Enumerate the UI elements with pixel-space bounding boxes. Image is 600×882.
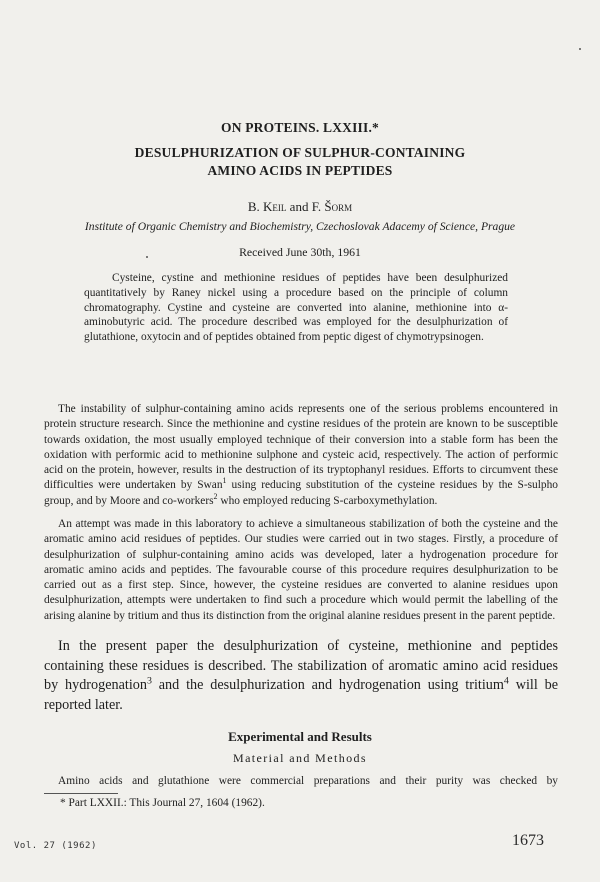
title-line-2: AMINO ACIDS IN PEPTIDES (207, 163, 393, 178)
footnote: * Part LXXII.: This Journal 27, 1604 (1962). (60, 797, 265, 809)
article-title (0, 144, 600, 180)
title-line-1: DESULPHURIZATION OF SULPHUR-CONTAINING (134, 145, 466, 160)
paragraph-1-text-b: using reducing substitution of the cysteine residues by the S-sulpho group, and by Moore and co-workers (44, 479, 558, 507)
series-title: ON PROTEINS. LXXIII.* (221, 120, 379, 135)
scan-speck (146, 256, 148, 258)
page-number: 1673 (512, 832, 544, 849)
footnote-rule (44, 793, 118, 794)
volume-label: Vol. 27 (1962) (14, 841, 97, 851)
paragraph-1-text-c: who employed reducing S-carboxymethylation. (217, 494, 438, 507)
author-name-1: Keil (263, 199, 287, 214)
lead-text-a: In the present paper the desulphurization of cysteine, methionine and peptides containing these residues is described. The stabilization of aromatic amino acid residues by hydrogenation (44, 638, 558, 693)
reference-1: 1 (222, 476, 227, 486)
author-initial-1: B. (247, 199, 264, 214)
abstract: Cysteine, cystine and methionine residues of peptides have been desulphurized quantitatively by Raney nickel using a procedure based on the principle of column chromatography. Cystine and cysteine are converted into alanine, methionine into α-aminobutyric acid. The procedure described was employed for the desulphurization of glutathione, oxytocin and of peptides obtained from peptic digest of chymotrypsinogen. (84, 272, 508, 344)
institute: Institute of Organic Chemistry and Biochemistry, Czechoslovak Adacemy of Science, Prague (84, 220, 516, 233)
paragraph-1 (44, 402, 558, 509)
scan-speck (579, 48, 581, 50)
paragraph-1-text-a: The instability of sulphur-containing amino acids represents one of the serious problems encountered in protein structure research. Since the methionine and cystine residues of the protein are known to be susceptible towards oxidation, the most usually employed technique of their conversion into a stable form has been the oxidation with performic acid to methionine sulphone and cysteic acid, respectively. The action of performic acid on the protein, however, results in the destruction of its tryptophanyl residues. Efforts to circumvent these difficulties were undertaken by Swan (44, 403, 558, 492)
lead-text-c: will be reported later. (44, 677, 558, 713)
reference-4: 4 (503, 675, 509, 687)
author-name-2: Šorm (324, 199, 353, 214)
lead-text-b: and the desulphurization and hydrogenation using tritium (151, 677, 504, 693)
authors (0, 199, 600, 215)
reference-2: 2 (213, 491, 218, 501)
reference-3: 3 (146, 675, 152, 687)
subsection-title: Material and Methods (233, 751, 367, 765)
author-and: and F. (286, 199, 325, 214)
lead-paragraph (44, 637, 558, 715)
section-first-line: Amino acids and glutathione were commercial preparations and their purity was checked by (58, 775, 558, 787)
section-title: Experimental and Results (228, 729, 372, 744)
paragraph-2: An attempt was made in this laboratory to achieve a simultaneous stabilization of both the cysteine and the aromatic amino acid residues of peptides. Our studies were carried out in two stages. Firstly, a procedure of desulphurization of sulphur-containing amino acids was developed, later a hydrogenation procedure for aromatic amino acids and peptides. The favourable course of this procedure requires desulphurization to be carried out as a first step. Since, however, the cysteine residues are converted to alanine residues upon desulphurization, attempts were undertaken to find such a procedure which would permit the labelling of the arising alanine by tritium and thus its distinction from the original alanine residues present in the parent peptide. (44, 518, 558, 622)
received-date: Received June 30th, 1961 (239, 245, 361, 259)
